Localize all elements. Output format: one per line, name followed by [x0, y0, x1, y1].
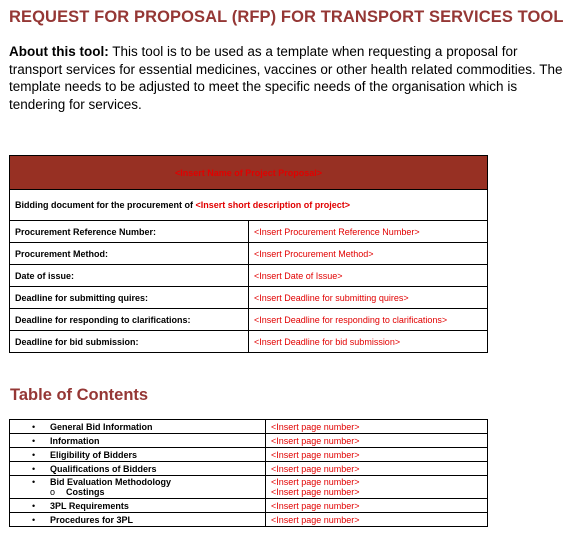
table-row: [10, 243, 488, 265]
toc-item-label: Procedures for 3PL: [50, 514, 134, 525]
about-label: About this tool:: [9, 44, 109, 59]
toc-item[interactable]: [10, 513, 266, 527]
toc-item[interactable]: [10, 434, 266, 448]
about-paragraph: [9, 43, 569, 113]
table-row: [10, 265, 488, 287]
table-row: [10, 331, 488, 353]
page-title: REQUEST FOR PROPOSAL (RFP) FOR TRANSPORT SERVICES TOOL: [9, 8, 564, 26]
toc-row: [10, 476, 488, 499]
toc-item[interactable]: [10, 462, 266, 476]
toc-sub-item-label: Costings: [66, 487, 105, 497]
about-text: This tool is to be used as a template when requesting a proposal for transport services for essential medicines, vaccines or other health related commodities. The template needs to be adjusted to meet the specific needs of the organisation which is tendering for services.: [9, 44, 563, 112]
row-label: Procurement Reference Number:: [10, 221, 249, 243]
toc-page-number[interactable]: <Insert page number>: [266, 462, 488, 476]
queries-deadline-field[interactable]: <Insert Deadline for submitting quires>: [249, 287, 488, 309]
toc-row: [10, 434, 488, 448]
circle-bullet-icon: o: [50, 487, 56, 497]
procurement-method-field[interactable]: <Insert Procurement Method>: [249, 243, 488, 265]
toc-table: [9, 419, 488, 527]
clarifications-deadline-field[interactable]: <Insert Deadline for responding to clarifications>: [249, 309, 488, 331]
row-label: Deadline for responding to clarifications:: [10, 309, 249, 331]
project-name-placeholder[interactable]: <Insert Name of Project Proposal>: [10, 156, 488, 190]
procurement-reference-field[interactable]: <Insert Procurement Reference Number>: [249, 221, 488, 243]
toc-item-label: Information: [50, 435, 100, 446]
toc-page-number[interactable]: <Insert page number>: [266, 448, 488, 462]
toc-item[interactable]: [10, 420, 266, 434]
toc-item-label: General Bid Information: [50, 421, 153, 432]
toc-heading: Table of Contents: [10, 386, 149, 404]
toc-item[interactable]: [10, 448, 266, 462]
toc-item-label: Eligibility of Bidders: [50, 449, 138, 460]
bullet-icon: •: [32, 477, 36, 487]
rfp-header-row: [10, 156, 488, 190]
toc-sub-item[interactable]: [32, 487, 260, 497]
toc-page-number[interactable]: <Insert page number>: [266, 499, 488, 513]
date-of-issue-field[interactable]: <Insert Date of Issue>: [249, 265, 488, 287]
toc-item[interactable]: [10, 499, 266, 513]
toc-item-label: 3PL Requirements: [50, 500, 129, 511]
toc-page-number[interactable]: <Insert page number>: [266, 434, 488, 448]
row-label: Deadline for bid submission:: [10, 331, 249, 353]
toc-row: [10, 448, 488, 462]
toc-sub-page-number[interactable]: <Insert page number>: [271, 487, 360, 497]
row-label: Deadline for submitting quires:: [10, 287, 249, 309]
bidding-document-cell: [10, 190, 488, 221]
bullet-icon: •: [32, 463, 36, 474]
toc-item[interactable]: [10, 476, 266, 499]
toc-page-number-cell: [266, 476, 488, 499]
bullet-icon: •: [32, 421, 36, 432]
toc-page-number[interactable]: <Insert page number>: [266, 513, 488, 527]
bullet-icon: •: [32, 449, 36, 460]
toc-item-label: Qualifications of Bidders: [50, 463, 157, 474]
rfp-details-table: [9, 155, 488, 353]
bidding-document-label: Bidding document for the procurement of: [15, 200, 196, 210]
bullet-icon: •: [32, 500, 36, 511]
table-row: [10, 287, 488, 309]
toc-row: [10, 420, 488, 434]
toc-row: [10, 513, 488, 527]
toc-row: [10, 462, 488, 476]
toc-item-label: Bid Evaluation Methodology: [50, 477, 171, 487]
toc-page-number[interactable]: <Insert page number>: [271, 477, 360, 487]
bullet-icon: •: [32, 435, 36, 446]
toc-page-number[interactable]: <Insert page number>: [266, 420, 488, 434]
bidding-document-row: [10, 190, 488, 221]
row-label: Date of issue:: [10, 265, 249, 287]
project-description-placeholder[interactable]: <Insert short description of project>: [195, 200, 351, 210]
bid-submission-deadline-field[interactable]: <Insert Deadline for bid submission>: [249, 331, 488, 353]
table-row: [10, 309, 488, 331]
toc-row: [10, 499, 488, 513]
table-row: [10, 221, 488, 243]
row-label: Procurement Method:: [10, 243, 249, 265]
bullet-icon: •: [32, 514, 36, 525]
